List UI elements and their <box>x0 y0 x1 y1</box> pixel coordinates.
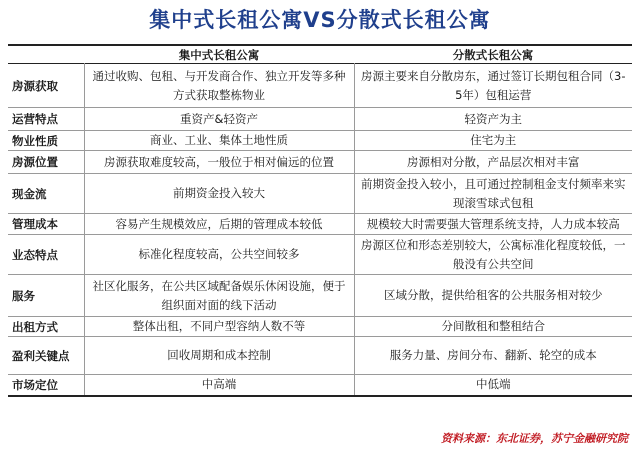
table-row <box>8 131 632 151</box>
decentralized-cell: 规模较大时需要强大管理系统支持，人力成本较高 <box>354 214 632 235</box>
row-label: 房源获取 <box>12 78 58 93</box>
row-label: 盈利关键点 <box>12 348 70 363</box>
table-row <box>8 151 632 174</box>
row-label: 房源位置 <box>12 155 58 169</box>
centralized-cell: 通过收购、包租、与开发商合作、独立开发等多种方式获取整栋物业 <box>84 64 354 108</box>
centralized-cell: 标准化程度较高，公共空间较多 <box>84 235 354 275</box>
header-cell-centralized: 集中式长租公寓 <box>178 47 260 62</box>
row-label: 物业性质 <box>12 133 58 148</box>
table-row <box>8 337 632 375</box>
row-label: 出租方式 <box>12 319 58 334</box>
page-title: 集中式长租公寓VS分散式长租公寓 <box>149 8 491 32</box>
centralized-cell: 整体出租，不同户型容纳人数不等 <box>84 317 354 337</box>
source-note: 资料来源：东北证券，苏宁金融研究院 <box>441 432 628 445</box>
decentralized-cell: 轻资产为主 <box>354 108 632 131</box>
centralized-cell: 商业、工业、集体土地性质 <box>84 131 354 151</box>
table-row <box>8 214 632 235</box>
decentralized-cell: 服务力量、房间分布、翻新、轮空的成本 <box>354 337 632 375</box>
table-row <box>8 108 632 131</box>
table-row <box>8 317 632 337</box>
decentralized-cell: 分间散租和整租结合 <box>354 317 632 337</box>
decentralized-cell: 中低端 <box>354 375 632 396</box>
row-label: 管理成本 <box>12 217 58 231</box>
decentralized-cell: 房源区位和形态差别较大，公寓标准化程度较低，一般没有公共空间 <box>354 235 632 275</box>
row-label: 现金流 <box>12 186 47 201</box>
table-row <box>8 235 632 275</box>
comparison-table-body <box>8 45 632 396</box>
row-label: 服务 <box>12 288 35 303</box>
decentralized-cell: 前期资金投入较小，且可通过控制租金支付频率来实现滚雪球式包租 <box>354 174 632 214</box>
table-row <box>8 375 632 396</box>
decentralized-cell: 房源主要来自分散房东，通过签订长期包租合同（3-5年）包租运营 <box>354 64 632 108</box>
centralized-cell: 回收周期和成本控制 <box>84 337 354 375</box>
header-cell-label <box>8 45 84 64</box>
row-label: 运营特点 <box>12 112 58 126</box>
row-label: 业态特点 <box>12 247 58 262</box>
centralized-cell: 容易产生规模效应，后期的管理成本较低 <box>84 214 354 235</box>
table-header-row <box>8 45 632 64</box>
centralized-cell: 社区化服务，在公共区域配备娱乐休闲设施，便于组织面对面的线下活动 <box>84 275 354 317</box>
centralized-cell: 中高端 <box>84 375 354 396</box>
centralized-cell: 房源获取难度较高，一般位于相对偏远的位置 <box>84 151 354 174</box>
decentralized-cell: 房源相对分散，产品层次相对丰富 <box>354 151 632 174</box>
decentralized-cell: 住宅为主 <box>354 131 632 151</box>
centralized-cell: 前期资金投入较大 <box>84 174 354 214</box>
table-row <box>8 64 632 108</box>
table-row <box>8 174 632 214</box>
header-cell-decentralized: 分散式长租公寓 <box>452 47 534 62</box>
table-row <box>8 275 632 317</box>
centralized-cell: 重资产&轻资产 <box>84 108 354 131</box>
row-label: 市场定位 <box>12 377 58 392</box>
comparison-table <box>8 44 632 397</box>
decentralized-cell: 区域分散，提供给租客的公共服务相对较少 <box>354 275 632 317</box>
